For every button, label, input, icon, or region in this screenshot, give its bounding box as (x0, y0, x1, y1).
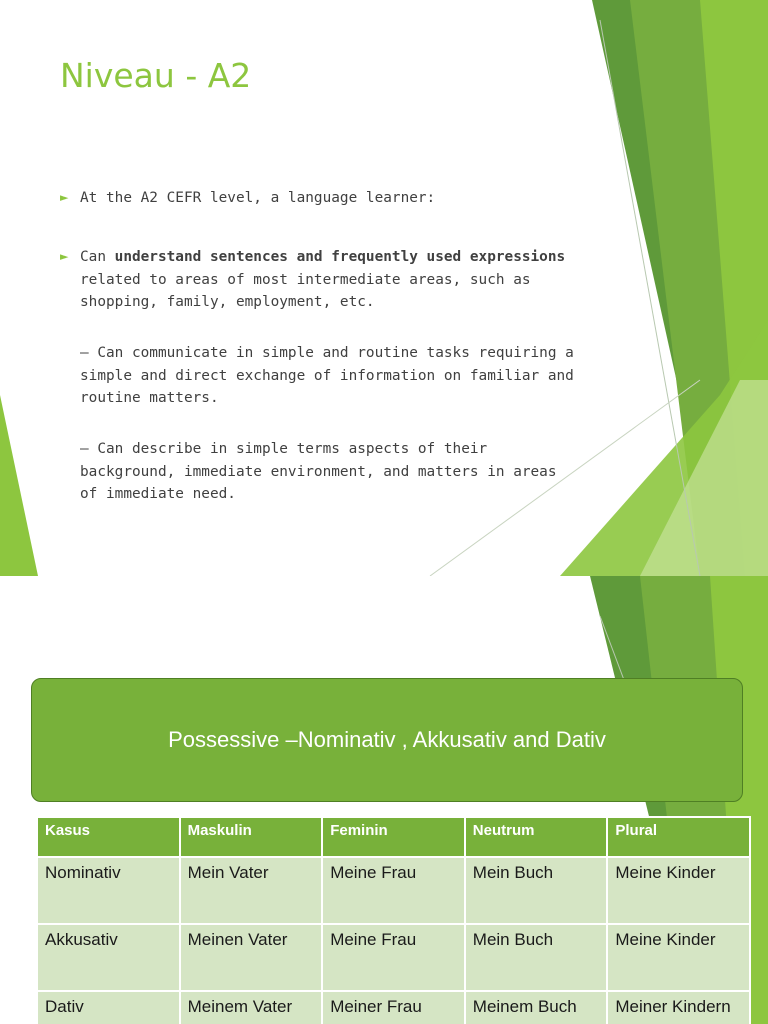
point-1-lead: Can (80, 249, 115, 265)
bullet-point-1-text (80, 246, 570, 314)
point-1-bold: understand sentences and frequently used expressions (114, 249, 566, 265)
table-cell: Meinen Vater (180, 924, 323, 991)
table-row (37, 857, 750, 924)
table-header-row (37, 817, 750, 857)
table-cell: Nominativ (37, 857, 180, 924)
left-green-triangle (0, 395, 38, 576)
table-cell: Mein Vater (180, 857, 323, 924)
table-cell: Meine Frau (322, 857, 465, 924)
table-row (37, 991, 750, 1024)
slide-2 (0, 576, 768, 1024)
table-cell: Dativ (37, 991, 180, 1024)
point-3-text: – Can describe in simple terms aspects of their background, immediate environment, and matters in areas of immediate need. (80, 441, 557, 502)
table-cell: Meine Frau (322, 924, 465, 991)
table-cell: Meinem Buch (465, 991, 608, 1024)
bullet-intro (60, 187, 570, 210)
table-cell: Meinem Vater (180, 991, 323, 1024)
bullet-arrow-icon: ► (60, 191, 69, 204)
table-cell: Akkusativ (37, 924, 180, 991)
point-1-rest: related to areas of most intermediate areas, such as shopping, family, employment, etc. (80, 271, 531, 310)
bullet-arrow-icon: ► (60, 250, 69, 263)
table-cell: Mein Buch (465, 857, 608, 924)
slide-title: Niveau - A2 (60, 56, 252, 95)
point-2-text: – Can communicate in simple and routine tasks requiring a simple and direct exchange of information on familiar and routine matters. (80, 345, 574, 406)
header-kasus: Kasus (37, 817, 180, 857)
bullet-point-1 (60, 246, 570, 314)
table-cell: Meine Kinder (607, 924, 750, 991)
possessive-table (36, 816, 751, 1024)
table-cell: Mein Buch (465, 924, 608, 991)
header-neutrum: Neutrum (465, 817, 608, 857)
table-cell: Meiner Frau (322, 991, 465, 1024)
header-feminin: Feminin (322, 817, 465, 857)
banner-title: Possessive –Nominativ , Akkusativ and Dativ (168, 727, 606, 752)
header-maskulin: Maskulin (180, 817, 323, 857)
table-cell: Meiner Kindern (607, 991, 750, 1024)
header-plural: Plural (607, 817, 750, 857)
bullet-intro-text: At the A2 CEFR level, a language learner: (80, 190, 436, 206)
possessive-banner (31, 678, 743, 802)
table-row (37, 924, 750, 991)
table-cell: Meine Kinder (607, 857, 750, 924)
